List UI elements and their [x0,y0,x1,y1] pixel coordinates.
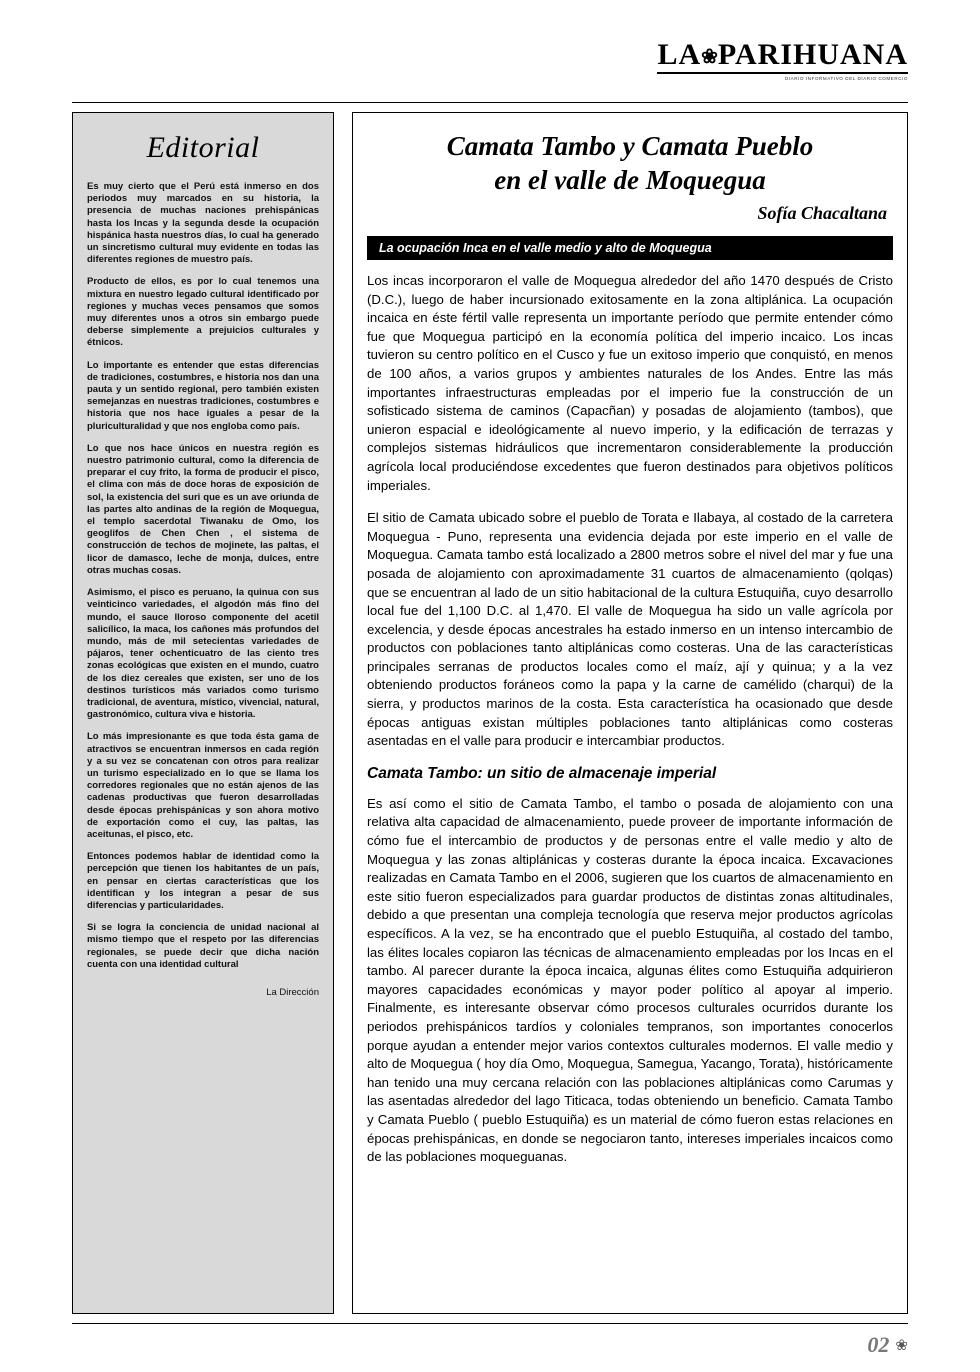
article-box [352,112,908,1314]
editorial-signature: La Dirección [266,986,319,998]
editorial-heading: Editorial [146,131,260,164]
editorial-paragraph: Lo que nos hace únicos en nuestra región es nuestro patrimonio cultural, como la diferencia de preparar el cuy frito, la forma de producir el pisco, el clima con más de doce horas de exposición de sol, la existencia del suri que es un ave oriunda de las partes alto andinas de la región de Moquegua, el templo sacerdotal Tiwanaku de Omo, los geoglifos de Chen Chen , el sistema de construcción de techos de mojinete, las paltas, el licor de damasco, leche de monja, dulces, entre otras muchas cosas. [87,442,319,576]
editorial-paragraph: Lo importante es entender que estas diferencias de tradiciones, costumbres, e historia nos dan una pauta y un sentido regional, pero también existen semejanzas en nuestras tradiciones, costumbres e historia que nos hace iguales a pesar de la pluriculturalidad y que nos engloba como país. [87,359,319,432]
editorial-box [72,112,334,1314]
article-subheading: Camata Tambo: un sitio de almacenaje imperial [367,764,717,782]
flame-icon: ❀ [895,1337,908,1354]
bottom-divider [72,1323,908,1324]
article-paragraph: Los incas incorporaron el valle de Moquegua alrededor del año 1470 después de Cristo (D.C.), luego de haber incursionado exitosamente en la zona altiplánica. La ocupación incaica en éste fértil valle representa un importante período que permite entender cómo fue que Moquegua participó en la economía política del imperio incaico. Los incas tuvieron su centro político en el Cusco y fue un exitoso imperio que conquistó, en menos de 100 años, a varios grupos y ambientes naturales de los Andes. Entre las más importantes infraestructuras empleadas por el imperio fue la construcción de un sofisticado sistema de caminos (Capacñan) y posadas de alojamiento (tambos), que unieron espacial e ideológicamente al nuevo imperio, y la edificación de terrazas y complejos sistemas hidráulicos que incrementaron considerablemente la producción agrícola local produciéndose excedentes que fueron destinados para objetivos políticos imperiales. [367,273,893,493]
editorial-paragraph: Lo más impresionante es que toda ésta gama de atractivos se encuentran inmersos en cada región y a su vez se concatenan con otros para realizar un turismo especializado en lo que se llama los corredores regionales que no están ajenos de las cadenas productivas que fueron desarrolladas desde épocas prehispánicas y son ahora motivo de exportación como el cuy, las paltas, las aceitunas, el pisco, etc. [87,731,319,840]
page-folio [867,1332,908,1358]
section-banner: La ocupación Inca en el valle medio y alto de Moquegua [367,236,893,260]
article-title-line2: en el valle de Moquegua [494,165,766,195]
masthead-title [657,40,908,70]
masthead-divider [657,72,908,74]
article-author: Sofía Chacaltana [757,203,887,223]
content-columns [72,112,908,1314]
editorial-paragraph: Entonces podemos hablar de identidad como la percepción que tienen los habitantes de un país, en pensar en ciertas características que los identifican y los integran a pesar de sus diferencias y particularidades. [87,851,319,911]
article-title-line1: Camata Tambo y Camata Pueblo [446,131,814,161]
top-divider [72,102,908,103]
page-number: 02 [867,1332,890,1357]
masthead [657,40,908,81]
editorial-paragraph: Es muy cierto que el Perú está inmerso en dos periodos muy marcados en su historia, la presencia de muchas naciones prehispánicas hasta los Incas y la segunda desde la ocupación hispánica hasta nuestros días, lo cual ha generado un sincretismo cultural muy evidente en todas las diferentes regiones de muestro país. [87,181,319,266]
masthead-tagline: DIARIO INFORMATIVO DEL DIARIO COMERCIO [784,76,908,81]
editorial-paragraph: Asimismo, el pisco es peruano, la quinua con sus veinticinco variedades, el algodón más fino del mundo, el sauce lloroso componente del acetil salicílico, la maca, los cañones más profundos del mundo, más de mil setecientas variedades de pájaros, tener ochenticuatro de las ciento tres zonas ecológicas que existen en el mundo, cuatro de los diez cereales que existen, ser uno de los destinos turísticos más variados como turismo tradicional, de aventura, místico, vivencial, natural, gastronómico, cultura viva e historia. [87,587,319,721]
masthead-title-part2: PARIHUANA [717,38,908,71]
editorial-paragraph: Si se logra la conciencia de unidad nacional al mismo tiempo que el respeto por las diferencias regionales, se puede decir que dicha nación cuenta con una identidad cultural [87,922,319,970]
masthead-title-part1: LA [657,38,702,71]
flame-icon: ❀ [701,46,718,69]
article-paragraph: Es así como el sitio de Camata Tambo, el tambo o posada de alojamiento con una relativa alta capacidad de almacenamiento, puede proveer de importante información de cómo fue el intercambio de productos y de personas entre el valle medio y alto de Moquegua y las zonas altiplánicas y costeras durante la época incaica. Excavaciones realizadas en Camata Tambo en el 2006, sugieren que los cuartos de almacenamiento en este sitio fueron especializados para guardar productos de distintas zonas altitudinales, debido a que presentan una compleja tecnología que reserva mejor productos agrícolas específicos. A la vez, se ha encontrado que el pueblo Estuquiña, al costado del tambo, las élites locales copiaron las técnicas de almacenamiento empleadas por los Incas en el tambo. Al parecer durante la época incaica, algunas élites como Estuquiña adquirieron mayores capacidades económicas y mayor poder político al apoyar al imperio. Finalmente, es interesante observar cómo procesos culturales ocurridos durante los periodos prehispánicos tardíos y coloniales tempranos, son importantes conocerlos porque ayudan a entender mejor varios contextos culturales modernos. El valle medio y alto de Moquegua ( hoy día Omo, Moquegua, Samegua, Yacango, Torata), históricamente han tenido una muy cercana relación con las poblaciones altiplánicas como Carumas y las asentadas alrededor del lago Titicaca, todas obteniendo un beneficio. Camata Tambo y Camata Pueblo ( pueblo Estuquiña) es un material de cómo fueron estas relaciones en épocas prehispánicas, en donde se negociaron tanto, intereses imperiales incaicos como de las poblaciones moqueguanas. [367,795,893,1165]
article-paragraph: El sitio de Camata ubicado sobre el pueblo de Torata e Ilabaya, al costado de la carretera Moquegua - Puno, representa una evidencia dejada por este imperio en el valle de Moquegua. Camata tambo está localizado a 2800 metros sobre el nivel del mar y fue una posada de alojamiento con aproximadamente 31 cuartos de almacenamiento (qolqas) que se encuentran al lado de un sitio habitacional de la cultura Estuquiña, cuyo desarrollo local fue del 1,100 D.C. al 1,470. El valle de Moquegua ha sido un valle agrícola por excelencia, y desde épocas ancestrales ha estado inmerso en un intenso intercambio de productos con poblaciones tanto altiplánicas como costeras. Una de las características principales serranas de productos locales como el maíz, ají y quinua; y a la vez obteniendo productos foráneos como la papa y la carne de camélido (charqui) de la sierra, y productos marinos de la costa. Esta característica ha ocasionado que desde épocas antiguas existan múltiples poblaciones tanto altiplánicas como costeras asentadas en el valle para producir e intercambiar productos. [367,510,893,749]
article-title [367,129,893,197]
editorial-paragraph: Producto de ellos, es por lo cual tenemos una mixtura en nuestro legado cultural identificado por regiones y muchas veces pensamos que somos muy diferentes unos a otros sin embargo puede deberse simplemente a prejuicios culturales y étnicos. [87,276,319,349]
